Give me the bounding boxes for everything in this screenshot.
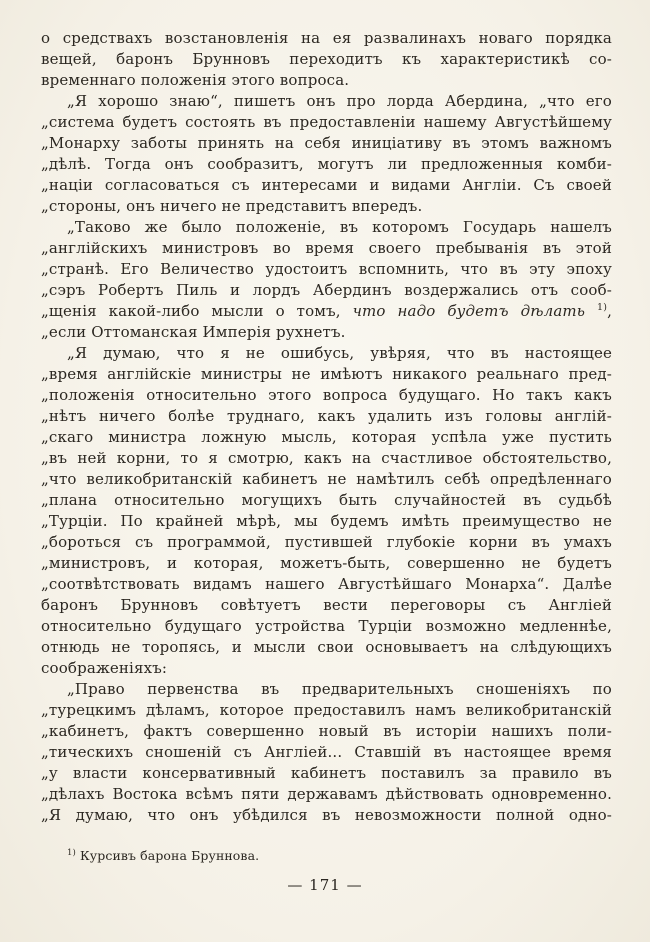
text-line <box>41 469 612 490</box>
text-line <box>41 763 612 784</box>
footnote <box>67 848 259 864</box>
text-segment: „Турціи. По крайней мѣрѣ, мы будемъ имѣть преимущество не <box>41 512 612 530</box>
text-segment: временнаго положенія этого вопроса. <box>41 71 350 89</box>
text-segment: „турецкимъ дѣламъ, которое предоставилъ намъ великобританскій <box>41 701 612 719</box>
text-segment: „министровъ, и которая, можетъ-быть, совершенно не будетъ <box>41 554 612 572</box>
text-line <box>41 742 612 763</box>
page-number: — 171 — <box>287 876 363 894</box>
text-line <box>41 175 612 196</box>
footnote-marker: 1) <box>67 847 76 858</box>
text-segment: „скаго министра ложную мысль, которая успѣла уже пустить <box>41 428 612 446</box>
text-segment: „бороться съ программой, пустившей глубокіе корни въ умахъ <box>41 533 612 551</box>
footnote-reference: 1) <box>597 302 608 313</box>
text-segment: соображеніяхъ: <box>41 659 168 677</box>
text-segment: „дѣлахъ Востока всѣмъ пяти державамъ дѣйствовать одновременно. <box>41 785 612 803</box>
footnote-text: Курсивъ барона Бруннова. <box>75 848 260 863</box>
text-segment: „Я думаю, что я не ошибусь, увѣряя, что въ настоящее <box>67 344 612 362</box>
text-line <box>41 154 612 175</box>
text-segment: , <box>607 302 612 320</box>
text-line <box>41 679 612 700</box>
text-segment: „если Оттоманская Имперія рухнетъ. <box>41 323 346 341</box>
text-line <box>41 595 612 616</box>
text-segment: „система будетъ состоять въ предоставленіи нашему Августѣйшему <box>41 113 612 131</box>
text-line <box>41 637 612 658</box>
text-line <box>41 805 612 826</box>
text-segment: „что великобританскій кабинетъ не намѣтилъ себѣ опредѣленнаго <box>41 470 612 488</box>
text-line <box>41 784 612 805</box>
text-segment: „тическихъ сношеній съ Англіей... Ставшій въ настоящее время <box>41 743 612 761</box>
text-segment <box>585 302 597 320</box>
text-line <box>41 553 612 574</box>
text-segment: о средствахъ возстановленія на ея развалинахъ новаго порядка <box>41 29 612 47</box>
text-segment: „кабинетъ, фактъ совершенно новый въ исторіи нашихъ поли- <box>41 722 612 740</box>
text-line <box>41 511 612 532</box>
text-segment: баронъ Брунновъ совѣтуетъ вести переговоры съ Англіей <box>41 596 612 614</box>
text-segment: „щенія какой-либо мысли о томъ, <box>41 302 353 320</box>
text-segment: „Я хорошо знаю“, пишетъ онъ про лорда Абердина, „что его <box>67 92 612 110</box>
text-line <box>41 385 612 406</box>
text-line <box>41 490 612 511</box>
text-line <box>41 238 612 259</box>
text-segment: „дѣлѣ. Тогда онъ сообразитъ, могутъ ли предложенныя комби- <box>41 155 612 173</box>
text-segment: „въ ней корни, то я смотрю, какъ на счастливое обстоятельство, <box>41 449 612 467</box>
text-line <box>41 322 612 343</box>
text-line <box>41 196 612 217</box>
text-segment: „націи согласоваться съ интересами и видами Англіи. Съ своей <box>41 176 612 194</box>
text-line <box>41 574 612 595</box>
text-segment: „англійскихъ министровъ во время своего пребыванія въ этой <box>41 239 612 257</box>
text-line <box>41 280 612 301</box>
text-segment: „нѣтъ ничего болѣе труднаго, какъ удалить изъ головы англій- <box>41 407 612 425</box>
text-segment: „Я думаю, что онъ убѣдился въ невозможности полной одно- <box>41 806 612 824</box>
text-segment: „странѣ. Его Величество удостоитъ вспомнить, что въ эту эпоху <box>41 260 612 278</box>
text-segment: „положенія относительно этого вопроса будущаго. Но такъ какъ <box>41 386 612 404</box>
text-segment: отнюдь не торопясь, и мысли свои основываетъ на слѣдующихъ <box>41 638 612 656</box>
text-line <box>41 532 612 553</box>
text-segment: относительно будущаго устройства Турціи возможно медленнѣе, <box>41 617 612 635</box>
text-segment: „соотвѣтствовать видамъ нашего Августѣйшаго Монарха“. Далѣе <box>41 575 612 593</box>
text-line <box>41 91 612 112</box>
text-line <box>41 28 612 49</box>
text-line <box>41 700 612 721</box>
text-line <box>41 301 612 322</box>
text-segment: что надо будетъ дѣлать <box>352 302 586 320</box>
text-line <box>41 406 612 427</box>
text-line <box>41 658 612 679</box>
text-segment: „Монарху заботы принять на себя иниціативу въ этомъ важномъ <box>41 134 612 152</box>
text-line <box>41 70 612 91</box>
text-line <box>41 448 612 469</box>
text-line <box>41 259 612 280</box>
text-line <box>41 112 612 133</box>
text-segment: вещей, баронъ Брунновъ переходитъ къ характеристикѣ со- <box>41 50 612 68</box>
text-line <box>41 427 612 448</box>
text-segment: „сэръ Робертъ Пиль и лордъ Абердинъ воздержались отъ сооб- <box>41 281 612 299</box>
text-line <box>41 217 612 238</box>
text-line <box>41 364 612 385</box>
text-line <box>41 343 612 364</box>
text-line <box>41 721 612 742</box>
text-segment: „стороны, онъ ничего не представитъ впередъ. <box>41 197 423 215</box>
text-segment: „Право первенства въ предварительныхъ сношеніяхъ по <box>67 680 612 698</box>
text-line <box>41 49 612 70</box>
text-segment: „время англійскіе министры не имѣютъ никакого реальнаго пред- <box>41 365 612 383</box>
text-segment: „Таково же было положеніе, въ которомъ Государь нашелъ <box>67 218 612 236</box>
text-segment: „у власти консервативный кабинетъ поставилъ за правило въ <box>41 764 612 782</box>
text-segment: „плана относительно могущихъ быть случайностей въ судьбѣ <box>41 491 612 509</box>
text-line <box>41 133 612 154</box>
text-block <box>41 28 612 826</box>
text-line <box>41 616 612 637</box>
